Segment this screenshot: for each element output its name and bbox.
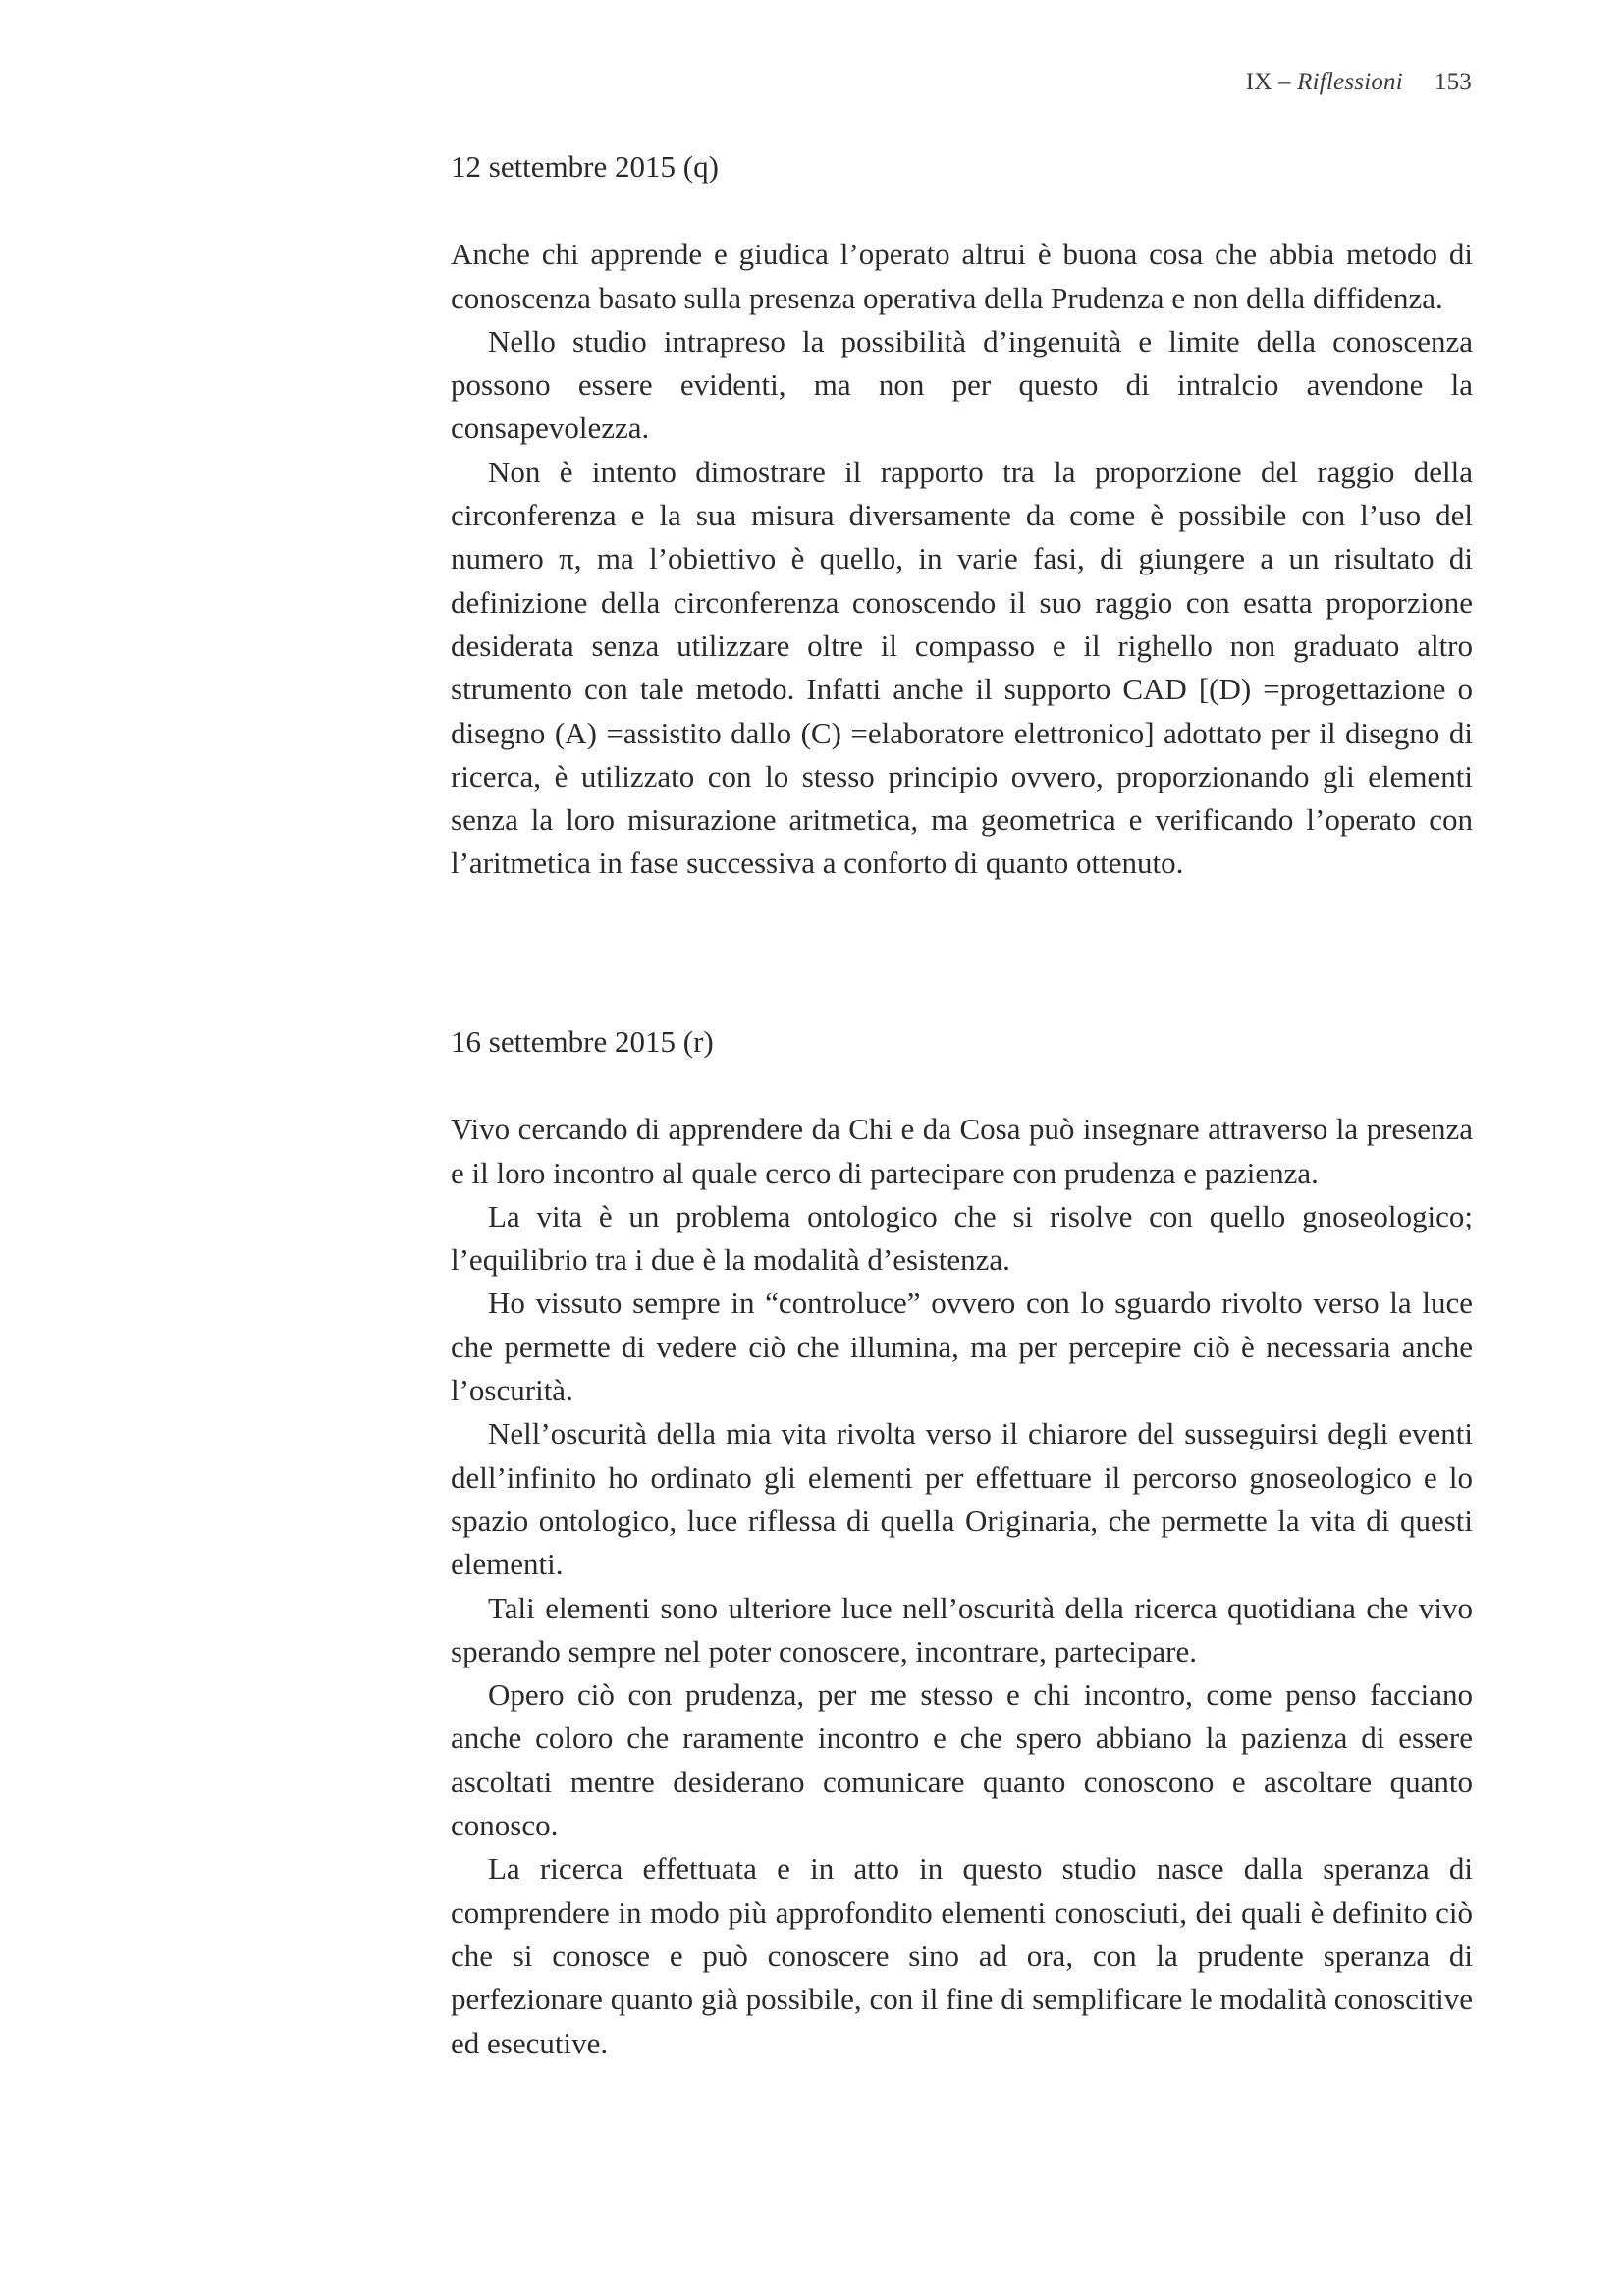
- chapter-title: Riflessioni: [1297, 69, 1403, 95]
- paragraph: Vivo cercando di apprendere da Chi e da Cosa può insegnare attraverso la presenza e il loro incontro al quale cerco di partecipare con prudenza e pazienza.: [451, 1112, 1473, 1190]
- paragraph: La ricerca effettuata e in atto in questo studio nasce dalla speranza di comprendere in modo più approfondito elementi conosciuti, dei quali è definito ciò che si conosce e può conoscere sino ad ora, con la prudente speranza di perfezionare quanto già possibile, con il fine di semplificare le modalità conoscitive ed esecutive.: [451, 1851, 1473, 2060]
- paragraph: Nell’oscurità della mia vita rivolta verso il chiarore del susseguirsi degli eventi dell’infinito ho ordinato gli elementi per effettuare il percorso gnoseologico e lo spazio ontologico, luce riflessa di quella Originaria, che permette la vita di questi elementi.: [451, 1416, 1473, 1582]
- paragraph: Opero ciò con prudenza, per me stesso e chi incontro, come penso facciano anche coloro che raramente incontro e che spero abbiano la pazienza di essere ascoltati mentre desiderano comunicare quanto conoscono e ascoltare quanto conosco.: [451, 1677, 1473, 1843]
- paragraph: La vita è un problema ontologico che si risolve con quello gnoseologico; l’equilibrio tra i due è la modalità d’esistenza.: [451, 1198, 1473, 1278]
- paragraph: Non è intento dimostrare il rapporto tra la proporzione del raggio della circonferenza e la sua misura diversamente da come è possibile con l’uso del numero π, ma l’obiettivo è quello, in varie fasi, di giungere a un risultato di definizione della circonferenza conoscendo il suo raggio con esatta proporzione desiderata senza utilizzare oltre il compasso e il righello non graduato altro strumento con tale metodo. Infatti anche il supporto CAD [(D) =progettazione o disegno (A) =assistito dallo (C) =elaboratore elettronico] adottato per il disegno di ricerca, è utilizzato con lo stesso principio ovvero, proporzionando gli elementi senza la loro misurazione aritmetica, ma geometrica e verificando l’operato con l’aritmetica in fase successiva a conforto di quanto ottenuto.: [451, 454, 1473, 881]
- paragraph: Tali elementi sono ulteriore luce nell’oscurità della ricerca quotidiana che vivo sperando sempre nel poter conoscere, incontrare, partecipare.: [451, 1590, 1473, 1668]
- diary-entry: [451, 145, 1473, 886]
- entry-date: 16 settembre 2015 (r): [451, 1024, 714, 1059]
- entry-body: [451, 233, 1473, 885]
- diary-entry: [451, 1020, 1473, 2065]
- page-number: 153: [1434, 69, 1472, 95]
- paragraph: Nello studio intrapreso la possibilità d’ingenuità e limite della conoscenza possono essere evidenti, ma non per questo di intralcio avendone la consapevolezza.: [451, 323, 1473, 446]
- paragraph: Anche chi apprende e giudica l’operato altrui è buona cosa che abbia metodo di conoscenza basato sulla presenza operativa della Prudenza e non della diffidenza.: [451, 237, 1473, 315]
- running-head: [1246, 69, 1472, 96]
- entry-date: 12 settembre 2015 (q): [451, 149, 719, 184]
- chapter-number: IX –: [1245, 69, 1298, 95]
- entry-body: [451, 1108, 1473, 2065]
- paragraph: Ho vissuto sempre in “controluce” ovvero con lo sguardo rivolto verso la luce che permette di vedere ciò che illumina, ma per percepire ciò è necessaria anche l’oscurità.: [451, 1285, 1473, 1408]
